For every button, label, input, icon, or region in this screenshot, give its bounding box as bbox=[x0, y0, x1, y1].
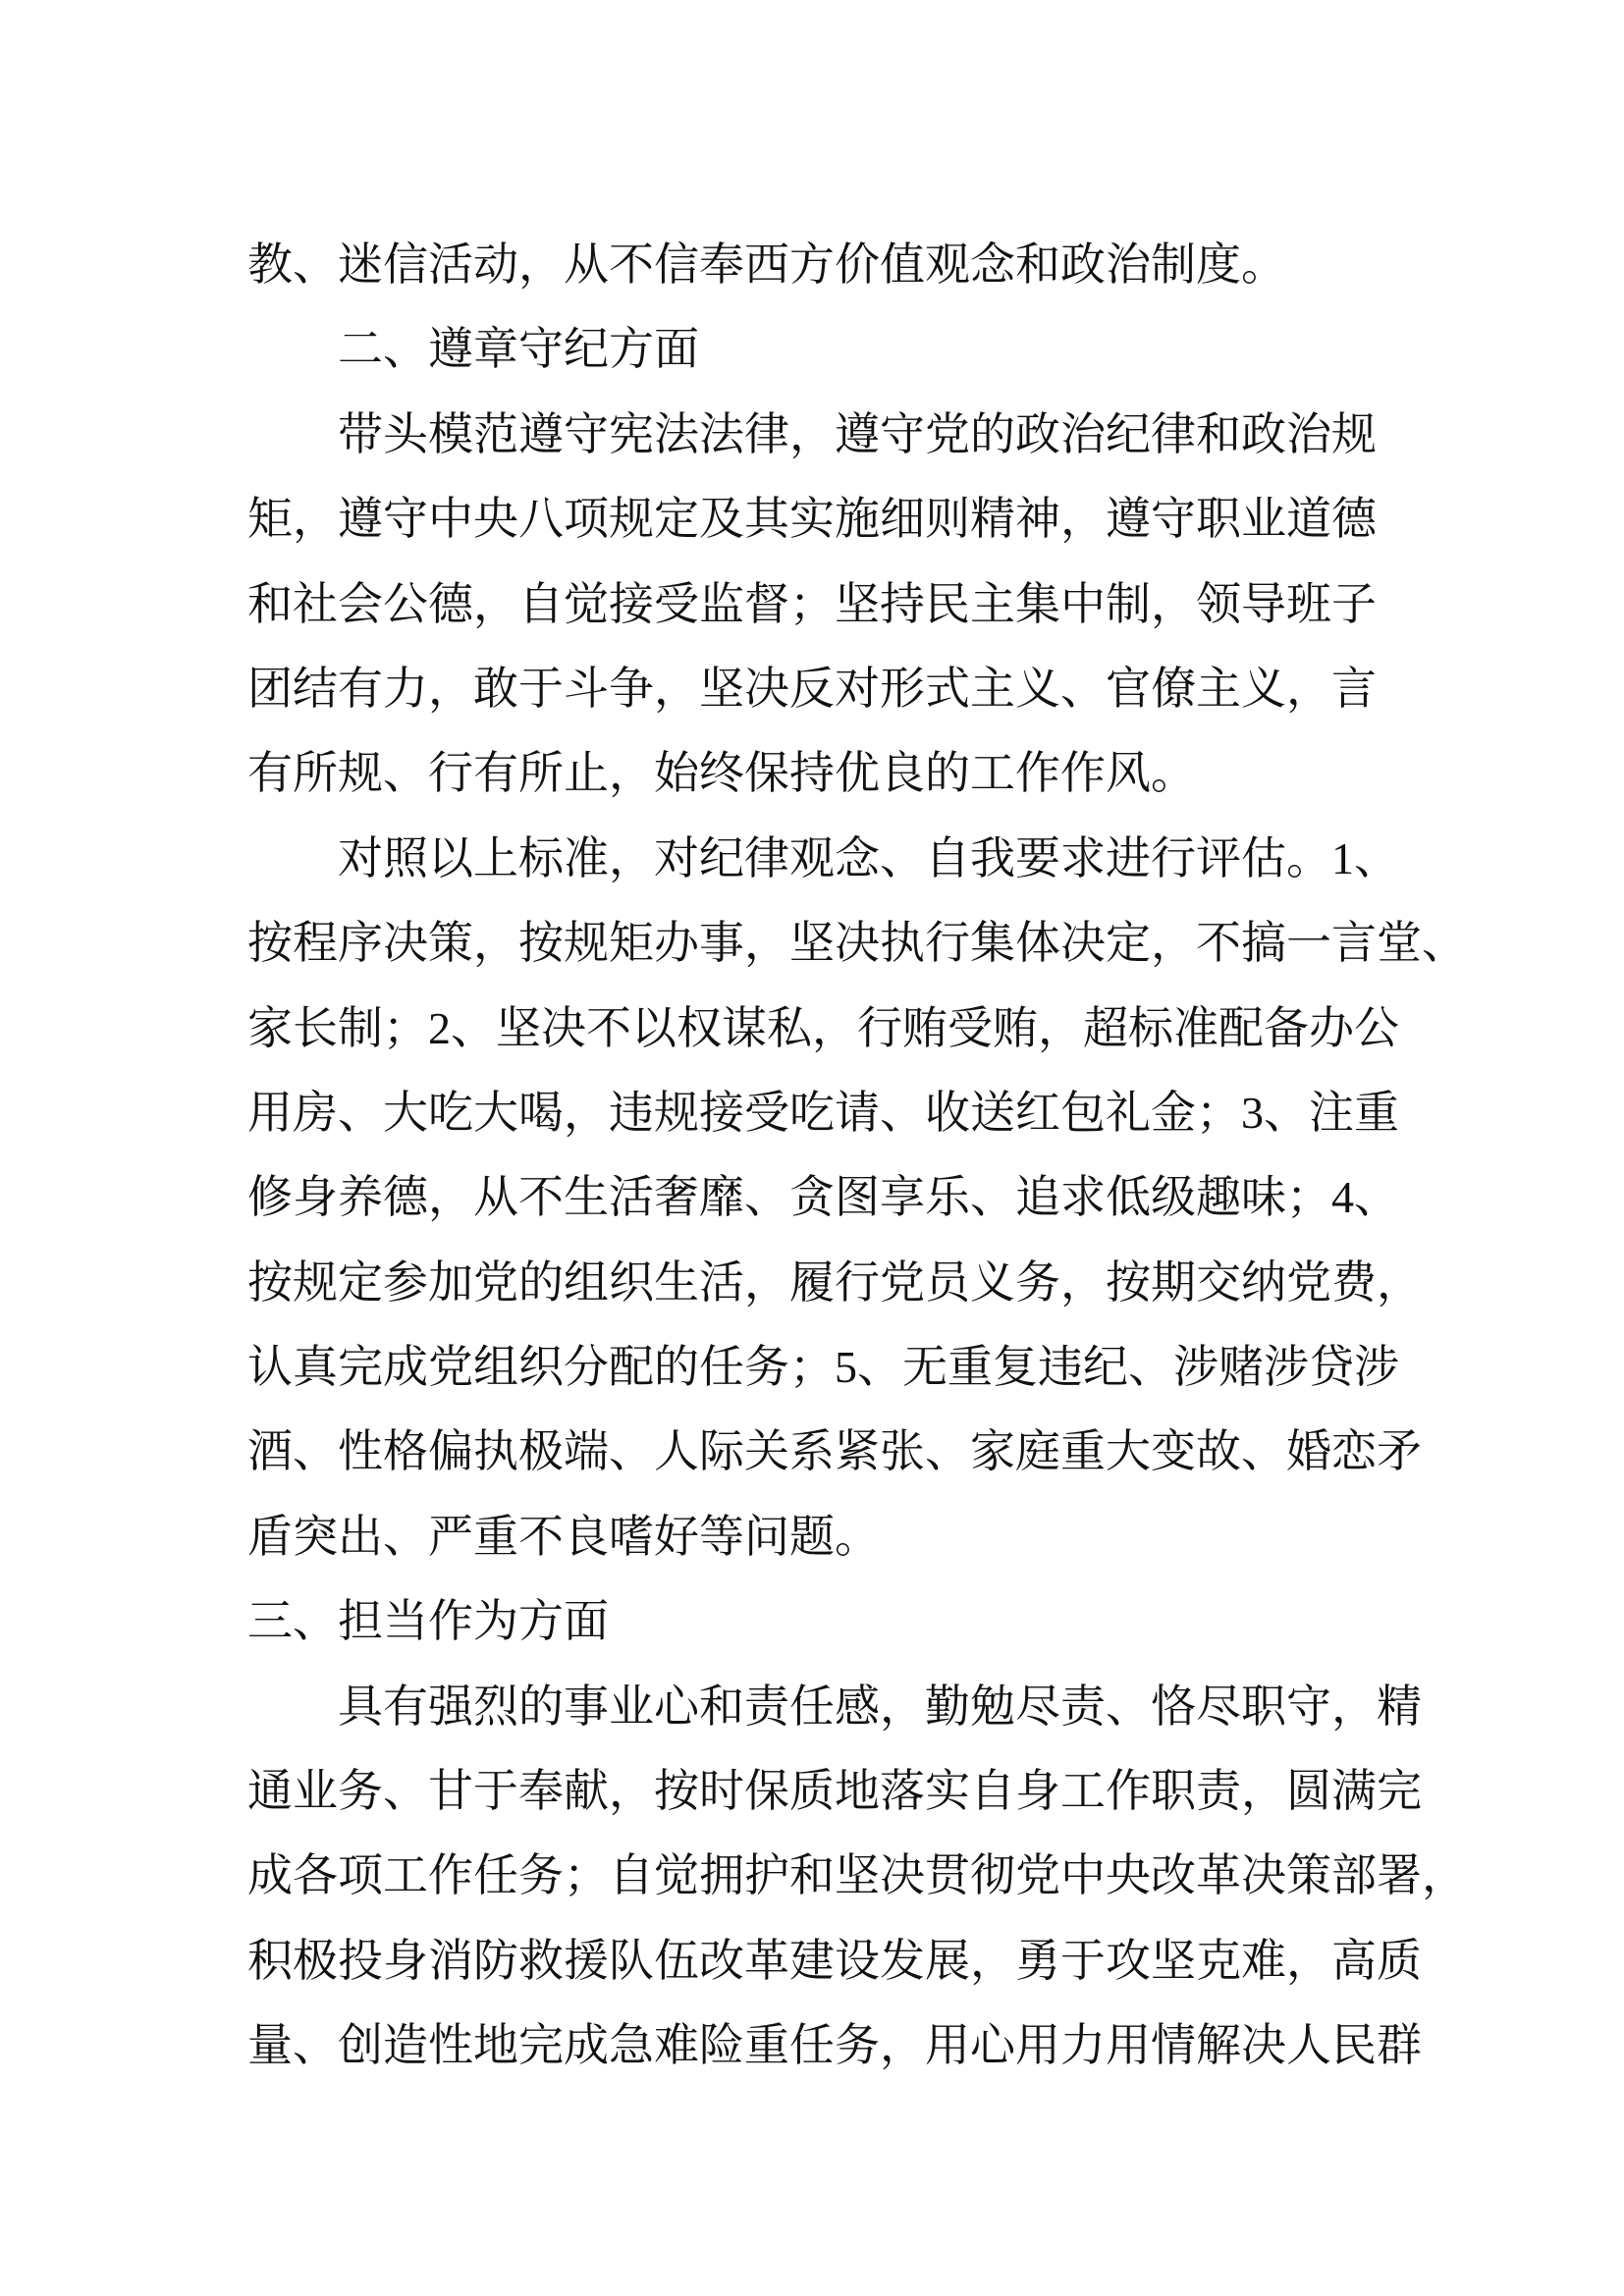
text-line: 成各项工作任务；自觉拥护和坚决贯彻党中央改革决策部署， bbox=[247, 1850, 1467, 1901]
text-line: 认真完成党组织分配的任务；5、无重复违纪、涉赌涉贷涉 bbox=[247, 1342, 1399, 1393]
text-line: 三、担当作为方面 bbox=[247, 1596, 609, 1647]
document-page bbox=[247, 223, 1467, 2089]
text-line: 修身养德，从不生活奢靡、贪图享乐、追求低级趣味；4、 bbox=[247, 1172, 1399, 1223]
text-line: 盾突出、严重不良嗜好等问题。 bbox=[247, 1511, 880, 1562]
text-line: 按规定参加党的组织生活，履行党员义务，按期交纳党费， bbox=[247, 1256, 1422, 1308]
text-line: 按程序决策，按规矩办事，坚决执行集体决定，不搞一言堂、 bbox=[247, 918, 1467, 969]
text-line: 量、创造性地完成急难险重任务，用心用力用情解决人民群 bbox=[247, 2020, 1422, 2071]
text-line: 对照以上标准，对纪律观念、自我要求进行评估。1、 bbox=[338, 832, 1399, 883]
text-line: 用房、大吃大喝，违规接受吃请、收送红包礼金；3、注重 bbox=[247, 1087, 1399, 1138]
text-line: 和社会公德，自觉接受监督；坚持民主集中制，领导班子 bbox=[247, 578, 1377, 629]
text-line: 酒、性格偏执极端、人际关系紧张、家庭重大变故、婚恋矛 bbox=[247, 1426, 1422, 1477]
text-line: 团结有力，敢于斗争，坚决反对形式主义、官僚主义，言 bbox=[247, 663, 1377, 714]
text-line: 有所规、行有所止，始终保持优良的工作作风。 bbox=[247, 748, 1196, 799]
text-line: 二、遵章守纪方面 bbox=[338, 324, 699, 375]
text-line: 教、迷信活动，从不信奉西方价值观念和政治制度。 bbox=[247, 240, 1286, 290]
text-line: 带头模范遵守宪法法律，遵守党的政治纪律和政治规 bbox=[338, 408, 1377, 459]
text-line: 具有强烈的事业心和责任感，勤勉尽责、恪尽职守，精 bbox=[338, 1681, 1422, 1732]
text-line: 家长制；2、坚决不以权谋私，行贿受贿，超标准配备办公 bbox=[247, 1002, 1399, 1053]
text-line: 通业务、甘于奉献，按时保质地落实自身工作职责，圆满完 bbox=[247, 1766, 1422, 1817]
text-line: 积极投身消防救援队伍改革建设发展，勇于攻坚克难，高质 bbox=[247, 1935, 1422, 1986]
text-line: 矩，遵守中央八项规定及其实施细则精神，遵守职业道德 bbox=[247, 494, 1377, 545]
